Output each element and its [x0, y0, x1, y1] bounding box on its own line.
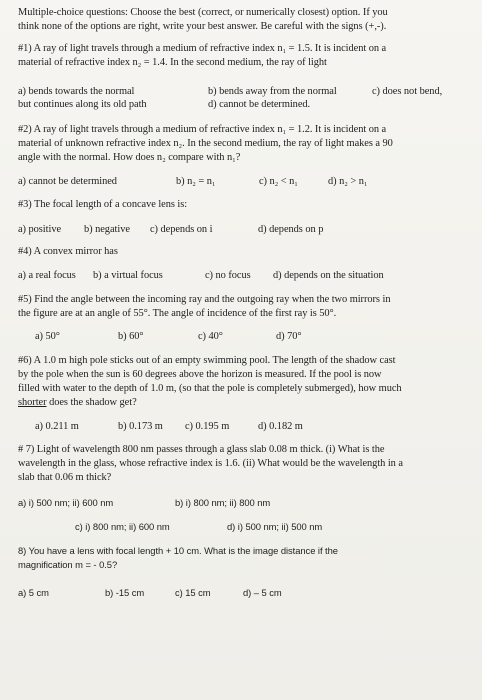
q3-option-b: b) negative	[84, 224, 130, 235]
q6-text-line-4-rest: does the shadow get?	[46, 397, 137, 408]
q7-text-line-3: slab that 0.06 m thick?	[18, 472, 112, 483]
q2-option-d: d) n₂ > n₁	[328, 176, 368, 187]
q1-option-d: d) cannot be determined.	[208, 99, 311, 110]
instructions-line-2: think none of the options are right, write your best answer. Be careful with the signs (+,-).	[18, 21, 387, 32]
q7-option-d: d) i) 500 nm; ii) 500 nm	[227, 521, 323, 532]
q6-text-line-4	[18, 397, 137, 409]
q7-text-line-1: # 7) Light of wavelength 800 nm passes through a glass slab 0.08 m thick. (i) What is the	[18, 444, 385, 455]
q3-option-c: c) depends on i	[150, 224, 213, 235]
q1-option-a: a) bends towards the normal	[18, 86, 135, 97]
q6-option-c: c) 0.195 m	[185, 421, 230, 432]
q4-option-d: d) depends on the situation	[273, 270, 384, 281]
q3-option-d: d) depends on p	[258, 224, 324, 235]
q2-text-line-3: angle with the normal. How does n₂ compare with n₁?	[18, 152, 241, 163]
q8-option-c: c) 15 cm	[175, 587, 211, 598]
q2-option-b: b) n₂ = n₁	[176, 176, 216, 187]
q4-option-b: b) a virtual focus	[93, 270, 163, 281]
q8-text-line-2: magnification m = - 0.5?	[18, 559, 118, 570]
q5-option-d: d) 70°	[276, 331, 302, 342]
q3-text-line-1: #3) The focal length of a concave lens is:	[18, 199, 188, 210]
q1-option-c: c) does not bend,	[372, 86, 443, 97]
q4-text-line-1: #4) A convex mirror has	[18, 246, 118, 257]
q1-option-b: b) bends away from the normal	[208, 86, 337, 97]
q6-text-line-2: by the pole when the sun is 60 degrees above the horizon is measured. If the pool is now	[18, 369, 382, 380]
q3-option-a: a) positive	[18, 224, 62, 235]
q7-option-c: c) i) 800 nm; ii) 600 nm	[75, 521, 170, 532]
q1-text-line-1: #1) A ray of light travels through a medium of refractive index n₁ = 1.5. It is incident on a	[18, 43, 387, 54]
q4-option-c: c) no focus	[205, 270, 251, 281]
q4-option-a: a) a real focus	[18, 270, 76, 281]
q5-text-line-1: #5) Find the angle between the incoming ray and the outgoing ray when the two mirrors in	[18, 294, 391, 305]
q5-option-c: c) 40°	[198, 331, 223, 342]
q2-option-c: c) n₂ < n₁	[259, 176, 298, 187]
q5-option-b: b) 60°	[118, 331, 144, 342]
instructions-line-1: Multiple-choice questions: Choose the best (correct, or numerically closest) option. If you	[18, 7, 388, 18]
q1-text-line-2: material of refractive index n₂ = 1.4. In the second medium, the ray of light	[18, 57, 327, 68]
q7-option-b: b) i) 800 nm; ii) 800 nm	[175, 497, 271, 508]
q5-option-a: a) 50°	[35, 331, 60, 342]
q6-text-line-3: filled with water to the depth of 1.0 m, (so that the pole is completely submerged), how much	[18, 383, 402, 394]
q6-option-a: a) 0.211 m	[35, 421, 79, 432]
q5-text-line-2: the figure are at an angle of 55°. The angle of incidence of the first ray is 50°.	[18, 308, 337, 319]
q8-option-b: b) -15 cm	[105, 587, 145, 598]
q6-option-d: d) 0.182 m	[258, 421, 303, 432]
q7-option-a: a) i) 500 nm; ii) 600 nm	[18, 497, 114, 508]
q2-option-a: a) cannot be determined	[18, 176, 117, 187]
q2-text-line-2: material of unknown refractive index n₂. In the second medium, the ray of light makes a 90	[18, 138, 393, 149]
q6-text-line-1: #6) A 1.0 m high pole sticks out of an empty swimming pool. The length of the shadow cast	[18, 355, 396, 366]
q8-option-a: a) 5 cm	[18, 587, 49, 598]
q1-option-a-continued: but continues along its old path	[18, 99, 147, 110]
q8-text-line-1: 8) You have a lens with focal length + 10 cm. What is the image distance if the	[18, 545, 338, 556]
q2-text-line-1: #2) A ray of light travels through a medium of refractive index n₁ = 1.2. It is incident on a	[18, 124, 387, 135]
q6-underlined-word: shorter	[18, 397, 47, 408]
q6-option-b: b) 0.173 m	[118, 421, 163, 432]
q8-option-d: d) – 5 cm	[243, 587, 282, 598]
q7-text-line-2: wavelength in the glass, whose refractive index is 1.6. (ii) What would be the wavelength in a	[18, 458, 403, 469]
